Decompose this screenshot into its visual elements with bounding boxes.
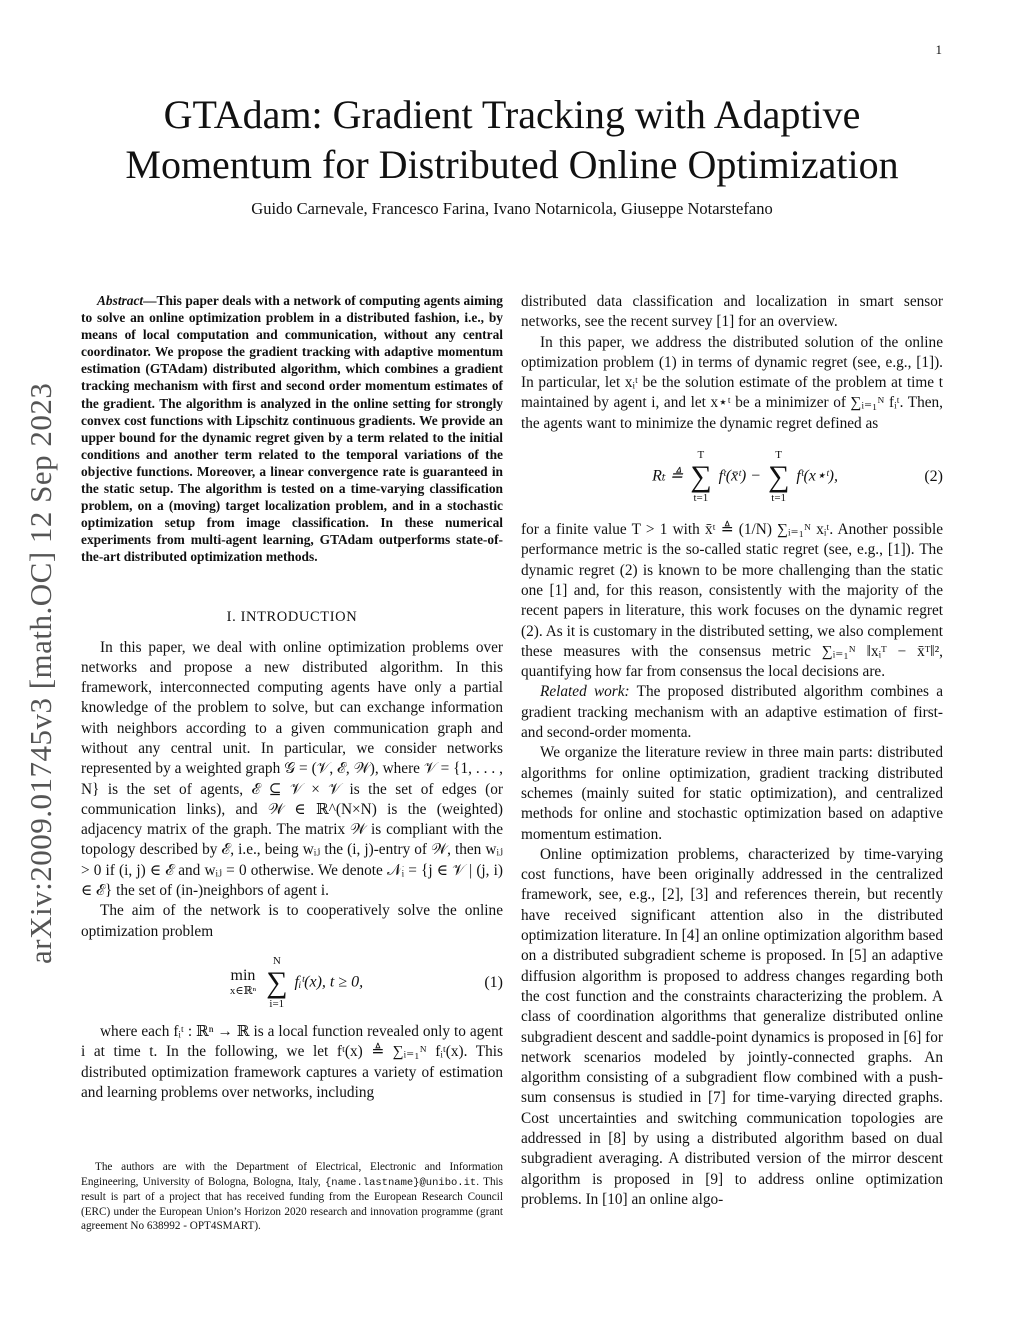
right-paragraph-2: In this paper, we address the distributed solution of the online optimization problem (1) in terms of dynamic regret (see, e.g., [1]). In particular, let xᵢᵗ be the solution estimate of the problem at time t maintained by agent i, and let x⋆ᵗ be a minimizer of ∑ᵢ₌₁ᴺ fᵢᵗ. Then, the agents want to minimize the dynamic regret defined as (521, 333, 943, 432)
intro-paragraph-1: In this paper, we deal with online optimization problems over networks and propose a new distributed algorithm. In this framework, interconnected computing agents have only a partial knowledge of the problem to solve, but can exchange information with neighbors according to a given communication graph and without any central unit. In particular, we consider networks represented by a weighted graph 𝒢 = (𝒱, ℰ, 𝒲), where 𝒱 = {1, . . . , N} is the set of agents, ℰ ⊆ 𝒱 × 𝒱 is the set of edges (or communication links), and 𝒲 ∈ ℝ^(N×N) is the (weighted) adjacency matrix of the graph. The matrix 𝒲 is compliant with the topology described by ℰ, i.e., being wᵢⱼ the (i, j)-entry of 𝒲, then wᵢⱼ > 0 if (i, j) ∈ ℰ and wᵢⱼ = 0 otherwise. We denote 𝒩ᵢ = {j ∈ 𝒱 | (j, i) ∈ ℰ} the set of (in-)neighbors of agent i. (81, 638, 503, 900)
related-work-label: Related work: (540, 683, 630, 701)
min-operator (230, 967, 256, 998)
equation-2-term-2: fᵗ(x⋆ᵗ), (796, 467, 838, 485)
author-list: Guido Carnevale, Francesco Farina, Ivano Notarnicola, Giuseppe Notarstefano (251, 199, 773, 218)
sigma-symbol: ∑ (690, 460, 712, 494)
sum-upper-limit: N (272, 954, 281, 967)
sigma-symbol: ∑ (266, 965, 288, 999)
sum-lower-limit: i=1 (269, 997, 285, 1010)
min-text: min (230, 967, 256, 985)
sum-upper-limit: T (697, 449, 705, 462)
abstract (81, 292, 503, 566)
sum-operator (768, 449, 789, 505)
equation-1-number: (1) (484, 973, 503, 991)
abstract-label: Abstract (97, 293, 144, 308)
paper-title: GTAdam: Gradient Tracking with Adaptive Momentum for Distributed Online Optimization (125, 92, 899, 187)
right-column (521, 292, 943, 1210)
sum-operator (690, 449, 711, 505)
intro-paragraph-2: The aim of the network is to cooperatively solve the online optimization problem (81, 902, 503, 940)
page-number: 1 (935, 42, 942, 57)
equation-2-body (521, 449, 909, 505)
right-paragraph-3: for a finite value T > 1 with x̄ᵗ ≜ (1/N) ∑ᵢ₌₁ᴺ xᵢᵗ. Another possible performance metric is the so-called static regret (see, e.g., [1]). The dynamic regret (2) is known to be more challenging than the static one [1] and, for this reason, consistently with the majority of the recent papers in literature, this work focuses on the dynamic regret (2). As it is customary in the distributed setting, we also complement these measures with the consensus metric ∑ᵢ₌₁ᴺ ‖xᵢᵀ − x̄ᵀ‖², quantifying how far from consensus the local decisions are. (521, 521, 943, 681)
right-paragraph-5: We organize the literature review in three main parts: distributed algorithms for online optimization, gradient tracking distributed schemes (mainly suited for static optimization), and centralized methods for online and stochastic optimization based on adaptive momentum estimation. (521, 744, 943, 843)
section-heading-introduction (81, 609, 503, 626)
equation-2-lhs: Rₜ ≜ (652, 467, 684, 485)
left-column (81, 292, 503, 1103)
author-footnote (81, 1160, 503, 1234)
sum-upper-limit: T (775, 449, 783, 462)
equation-2 (521, 434, 943, 520)
equation-2-term-1: fᵗ(x̄ᵗ) − (718, 467, 761, 485)
footnote-email: {name.lastname}@unibo.it (324, 1176, 477, 1189)
equation-2-number: (2) (924, 468, 943, 486)
related-work-paragraph (521, 682, 943, 743)
equation-1-body (81, 955, 469, 1011)
section-number: I. (226, 608, 237, 625)
sum-lower-limit: t=1 (771, 492, 787, 505)
abstract-text: —This paper deals with a network of computing agents aiming to solve an online optimization problem in a distributed fashion, i.e., by means of local computation and communication, without any central coordinator. We propose the gradient tracking with adaptive momentum estimation (GTAdam) distributed algorithm, which combines a gradient tracking mechanism with first and second order momentum estimates of the gradient. The algorithm is analyzed in the online setting for strongly convex cost functions with Lipschitz continuous gradients. We provide an upper bound for the dynamic regret given by a term related to the initial conditions and another term related to the temporal variations of the objective functions. Moreover, a linear convergence rate is guaranteed in the static setup. The algorithm is tested on a time-varying classification problem, on a (moving) target localization problem, and in a stochastic optimization setup from image classification. In these numerical experiments from multi-agent learning, GTAdam outperforms state-of-the-art distributed optimization methods. (81, 293, 503, 565)
related-work-text: The proposed distributed algorithm combines a gradient tracking mechanism with an adaptive estimation of first- and second-order momenta. (521, 683, 943, 742)
footnote-funding: . This result is part of a project that has received funding from the European Research Council (ERC) under the European Union’s Horizon 2020 research and innovation programme (grant agreement No 638992 - OPT4SMART). (81, 1175, 504, 1233)
min-subscript: x∈ℝⁿ (229, 985, 257, 998)
section-title: INTRODUCTION (240, 608, 358, 625)
sigma-symbol: ∑ (767, 460, 790, 494)
equation-1 (81, 944, 503, 1022)
equation-1-expression: fᵢᵗ(x), t ≥ 0, (294, 973, 364, 991)
arxiv-identifier: arXiv:2009.01745v3 [math.OC] 12 Sep 2023 (23, 382, 58, 964)
sum-operator (266, 955, 287, 1011)
intro-paragraph-3: where each fᵢᵗ : ℝⁿ → ℝ is a local function revealed only to agent i at time t. In the following, we let fᵗ(x) ≜ ∑ᵢ₌₁ᴺ fᵢᵗ(x). This distributed optimization framework captures a variety of estimation and learning problems over networks, including (81, 1022, 503, 1101)
right-paragraph-6: Online optimization problems, characterized by time-varying cost functions, have been originally addressed in the centralized framework, see, e.g., [2], [3] and references therein, but recently have received significant attention also in the distributed optimization literature. In [4] an online optimization algorithm based on a distributed subgradient scheme is proposed. In [5] an adaptive diffusion algorithm is proposed to address changes regarding both the cost function and the constraints characterizing the problem. A class of coordination algorithms that generalize distributed online subgradient descent and saddle-point dynamics is proposed in [6] for network scenarios modeled by jointly-connected graphs. An algorithm consisting of a subgradient flow combined with a push-sum consensus is studied in [7] for time-varying directed graphs. Cost uncertainties and switching communication topologies are addressed in [8] by using a distributed algorithm based on dual subgradient averaging. A distributed version of the mirror descent algorithm is proposed in [9] to address online optimization problems. In [10] an online algo- (521, 845, 943, 1208)
right-paragraph-1: distributed data classification and localization in smart sensor networks, see the recent survey [1] for an overview. (521, 293, 943, 331)
footnote-text: The authors are with the Department of Electrical, Electronic and Information Engineering, University of Bologna, Bologna, Italy, (81, 1161, 503, 1188)
sum-lower-limit: t=1 (693, 492, 709, 505)
